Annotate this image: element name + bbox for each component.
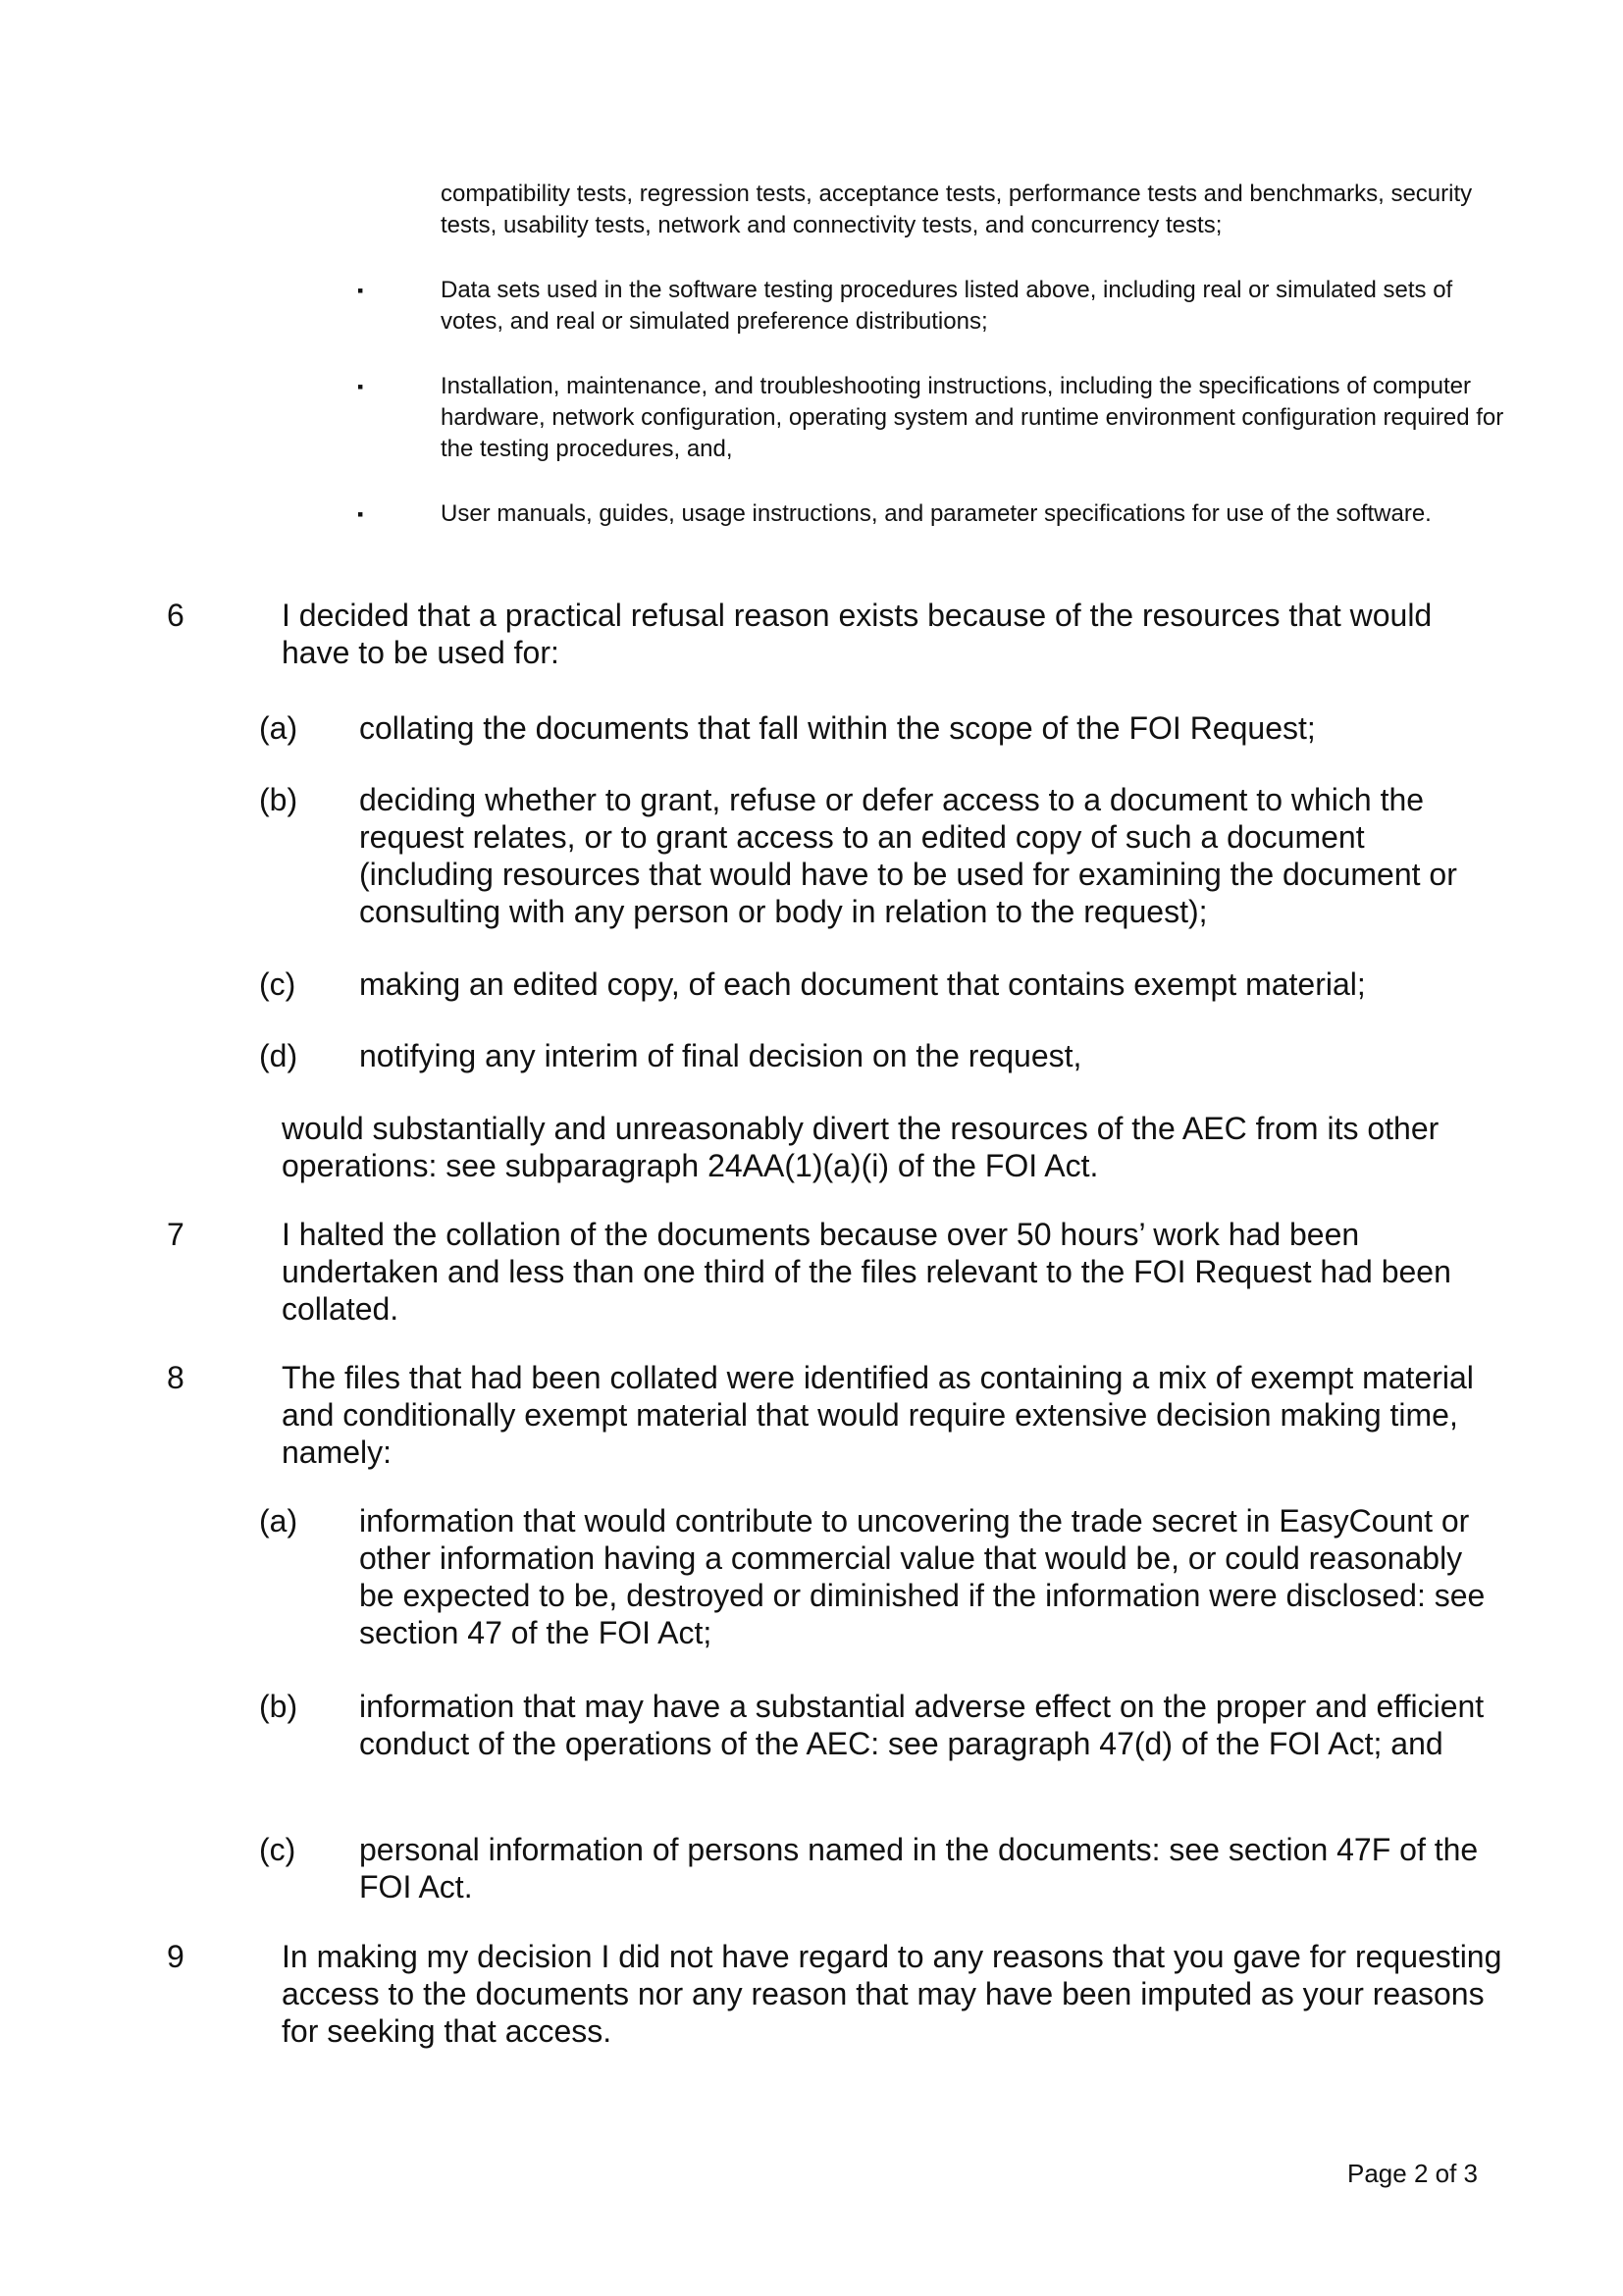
list-item-text: Data sets used in the software testing procedures listed above, including real or simulated sets of votes, and real or simulated preference distributions; [441,277,1453,335]
subparagraph-label: (a) [259,710,298,746]
list-item [0,275,1623,338]
subparagraph-label: (c) [259,1832,296,1867]
list-item-text: Installation, maintenance, and troubleshooting instructions, including the specifications of computer hardware, network configuration, operating system and runtime environment configuration required for the testing procedures, and, [441,373,1504,462]
page-number: Page 2 of 3 [1347,2159,1478,2188]
subparagraph-text: information that may have a substantial adverse effect on the proper and efficient conduct of the operations of the AEC: see paragraph 47(d) of the FOI Act; and [359,1689,1485,1761]
list-item [0,498,1623,530]
subparagraph-text: deciding whether to grant, refuse or defer access to a document to which the request relates, or to grant access to an edited copy of such a document (including resources that would have to be used for examining the document or consulting with any person or body in relation to the request); [359,782,1457,929]
paragraph-number: 6 [167,598,184,633]
subparagraph-8c [0,1831,1623,1905]
paragraph-text: would substantially and unreasonably divert the resources of the AEC from its other operations: see subparagraph 24AA(1)(a)(i) of the FOI Act. [282,1111,1440,1183]
subparagraph-6a [0,709,1623,747]
subparagraph-text: information that would contribute to uncovering the trade secret in EasyCount or other information having a commercial value that would be, or could reasonably be expected to be, destroyed or diminished if the information were disclosed: see section 47 of the FOI Act; [359,1503,1486,1650]
paragraph-9 [0,1938,1623,2050]
subparagraph-label: (b) [259,1689,298,1724]
subparagraph-8b [0,1688,1623,1762]
subparagraph-text: collating the documents that fall within the scope of the FOI Request; [359,710,1316,746]
bullet-icon: ▪ [357,377,364,396]
bullet-icon: ▪ [357,504,364,524]
subparagraph-6d [0,1037,1623,1074]
bullet-continuation-text: compatibility tests, regression tests, acceptance tests, performance tests and benchmarks, security tests, usability tests, network and connectivity tests, and concurrency tests; [441,181,1473,238]
paragraph-8 [0,1359,1623,1471]
subparagraph-label: (d) [259,1038,298,1073]
subparagraph-text: notifying any interim of final decision on the request, [359,1038,1082,1073]
bullet-icon: ▪ [357,281,364,300]
testing-materials-list [0,179,1623,530]
paragraph-text: I decided that a practical refusal reason exists because of the resources that would have to be used for: [282,598,1433,670]
paragraph-7 [0,1216,1623,1328]
list-item [0,371,1623,465]
paragraph-text: I halted the collation of the documents because over 50 hours’ work had been undertaken and less than one third of the files relevant to the FOI Request had been collated. [282,1217,1451,1327]
subparagraph-8a [0,1502,1623,1651]
subparagraph-text: making an edited copy, of each document that contains exempt material; [359,966,1366,1002]
paragraph-number: 9 [167,1939,184,1974]
paragraph-number: 8 [167,1360,184,1395]
subparagraph-label: (c) [259,966,296,1002]
subparagraph-6c [0,965,1623,1003]
paragraph-text: The files that had been collated were identified as containing a mix of exempt material and conditionally exempt material that would require extensive decision making time, namely: [282,1360,1474,1470]
paragraph-number: 7 [167,1217,184,1252]
subparagraph-6b [0,781,1623,930]
paragraph-6-closing [0,1110,1623,1184]
subparagraph-text: personal information of persons named in the documents: see section 47F of the FOI Act. [359,1832,1479,1905]
paragraph-text: In making my decision I did not have regard to any reasons that you gave for requesting access to the documents nor any reason that may have been imputed as your reasons for seeking that access. [282,1939,1502,2049]
paragraph-6 [0,597,1623,671]
subparagraph-label: (a) [259,1503,298,1539]
subparagraph-label: (b) [259,782,298,817]
list-item-text: User manuals, guides, usage instructions, and parameter specifications for use of the software. [441,500,1432,527]
